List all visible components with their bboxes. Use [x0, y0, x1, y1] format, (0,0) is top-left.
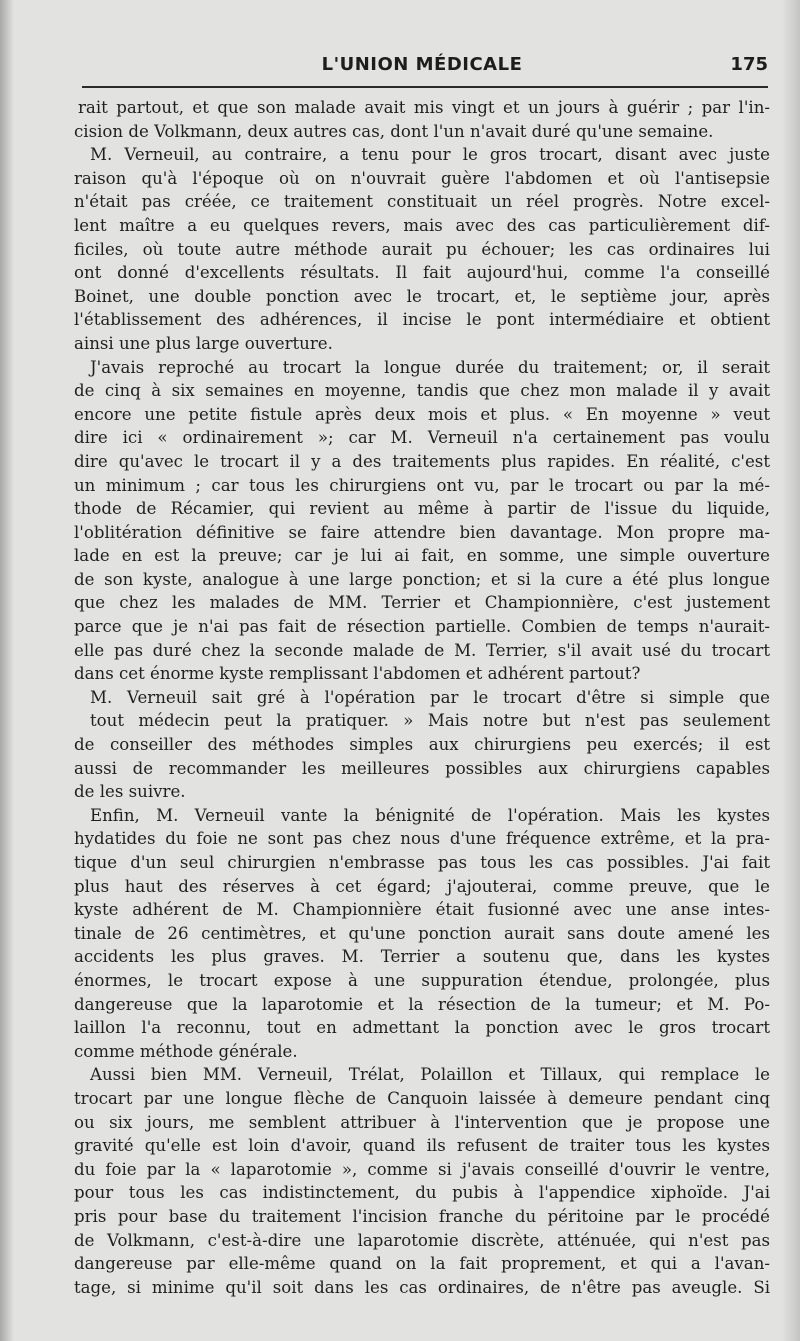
- text-line: raison qu'à l'époque où on n'ouvrait guère l'abdomen et où l'antisepsie: [74, 168, 770, 188]
- running-header: [74, 48, 770, 78]
- text-line: J'avais reproché au trocart la longue durée du traitement; or, il serait: [90, 357, 770, 377]
- journal-title: L'UNION MÉDICALE: [321, 54, 523, 75]
- text-line: l'oblitération définitive se faire attendre bien davantage. Mon propre ma-: [74, 522, 770, 542]
- text-line: l'établissement des adhérences, il incise le pont intermédiaire et obtient: [74, 310, 770, 330]
- text-line: tinale de 26 centimètres, et qu'une ponction aurait sans doute amené les: [74, 923, 770, 943]
- text-line: thode de Récamier, qui revient au même à partir de l'issue du liquide,: [74, 499, 770, 519]
- text-line: elle pas duré chez la seconde malade de M. Terrier, s'il avait usé du trocart: [74, 640, 770, 660]
- text-line: de conseiller des méthodes simples aux chirurgiens peu exercés; il est: [74, 735, 770, 755]
- text-line: de son kyste, analogue à une large ponction; et si la cure a été plus longue: [74, 569, 770, 589]
- text-line: que chez les malades de MM. Terrier et Championnière, c'est justement: [74, 593, 770, 613]
- page-number: 175: [730, 54, 768, 75]
- text-line: dire ici « ordinairement »; car M. Verneuil n'a certainement pas voulu: [74, 428, 770, 448]
- paragraph: [74, 96, 770, 143]
- text-line: ficiles, où toute autre méthode aurait pu échouer; les cas ordinaires lui: [74, 239, 770, 259]
- text-line: ont donné d'excellents résultats. Il fait aujourd'hui, comme l'a conseillé: [74, 263, 770, 283]
- text-line: un minimum ; car tous les chirurgiens ont vu, par le trocart ou par la mé-: [74, 475, 770, 495]
- text-line: pour tous les cas indistinctement, du pubis à l'appendice xiphoïde. J'ai: [74, 1183, 770, 1203]
- text-line: accidents les plus graves. M. Terrier a soutenu que, dans les kystes: [74, 947, 770, 967]
- text-line: dans cet énorme kyste remplissant l'abdomen et adhérent partout?: [74, 664, 641, 684]
- paragraph: [74, 1063, 770, 1299]
- text-line: parce que je n'ai pas fait de résection partielle. Combien de temps n'aurait-: [74, 617, 770, 637]
- text-line: cision de Volkmann, deux autres cas, dont l'un n'avait duré qu'une semaine.: [74, 121, 714, 141]
- paragraph: [74, 804, 770, 1064]
- text-line: gravité qu'elle est loin d'avoir, quand ils refusent de traiter tous les kystes: [74, 1136, 770, 1156]
- text-line: comme méthode générale.: [74, 1041, 298, 1061]
- text-line: tique d'un seul chirurgien n'embrasse pas tous les cas possibles. J'ai fait: [74, 853, 770, 872]
- paragraph: [74, 686, 770, 804]
- text-line: encore une petite fistule après deux mois et plus. « En moyenne » veut: [74, 404, 770, 424]
- text-line: dire qu'avec le trocart il y a des traitements plus rapides. En réalité, c'est: [74, 451, 770, 471]
- text-line: Boinet, une double ponction avec le trocart, et, le septième jour, après: [74, 286, 770, 306]
- text-line: kyste adhérent de M. Championnière était fusionné avec une anse intes-: [74, 900, 770, 920]
- text-line: aussi de recommander les meilleures possibles aux chirurgiens capables: [74, 758, 770, 778]
- text-line: rait partout, et que son malade avait mis vingt et un jours à guérir ; par l'in-: [78, 98, 770, 117]
- text-line: hydatides du foie ne sont pas chez nous d'une fréquence extrême, et la pra-: [74, 829, 770, 849]
- text-line: de Volkmann, c'est-à-dire une laparotomie discrète, atténuée, qui n'est pas: [74, 1230, 770, 1250]
- paragraph: [74, 356, 770, 686]
- text-line: du foie par la « laparotomie », comme si j'avais conseillé d'ouvrir le ventre,: [74, 1159, 770, 1179]
- text-line: pris pour base du traitement l'incision franche du péritoine par le procédé: [74, 1206, 770, 1226]
- body-text: [74, 96, 770, 1299]
- text-line: de cinq à six semaines en moyenne, tandis que chez mon malade il y avait: [74, 381, 770, 401]
- text-line: ainsi une plus large ouverture.: [74, 333, 333, 353]
- text-line: tage, si minime qu'il soit dans les cas ordinaires, de n'être pas aveugle. Si: [74, 1277, 770, 1297]
- text-line: énormes, le trocart expose à une suppuration étendue, prolongée, plus: [74, 970, 770, 990]
- text-line: Aussi bien MM. Verneuil, Trélat, Polaillon et Tillaux, qui remplace le: [90, 1065, 770, 1085]
- text-line: dangereuse que la laparotomie et la résection de la tumeur; et M. Po-: [74, 994, 770, 1014]
- text-line: ou six jours, me semblent attribuer à l'intervention que je propose une: [74, 1112, 770, 1132]
- text-line: M. Verneuil sait gré à l'opération par le trocart d'être si simple que: [90, 687, 770, 707]
- text-line: tout médecin peut la pratiquer. » Mais notre but n'est pas seulement: [90, 711, 770, 731]
- text-line: lade en est la preuve; car je lui ai fait, en somme, une simple ouverture: [74, 546, 770, 566]
- paragraph: [74, 143, 770, 355]
- text-line: n'était pas créée, ce traitement constituait un réel progrès. Notre excel-: [74, 192, 770, 212]
- text-line: dangereuse par elle-même quand on la fait proprement, et qui a l'avan-: [74, 1254, 770, 1274]
- text-line: M. Verneuil, au contraire, a tenu pour le gros trocart, disant avec juste: [90, 145, 770, 165]
- header-rule: [82, 86, 768, 88]
- text-line: de les suivre.: [74, 782, 186, 802]
- text-line: lent maître a eu quelques revers, mais avec des cas particulièrement dif-: [74, 215, 770, 235]
- text-line: Enfin, M. Verneuil vante la bénignité de l'opération. Mais les kystes: [90, 805, 770, 825]
- text-line: trocart par une longue flèche de Canquoin laissée à demeure pendant cinq: [74, 1088, 770, 1108]
- text-line: laillon l'a reconnu, tout en admettant la ponction avec le gros trocart: [74, 1018, 770, 1038]
- text-line: plus haut des réserves à cet égard; j'ajouterai, comme preuve, que le: [74, 876, 770, 896]
